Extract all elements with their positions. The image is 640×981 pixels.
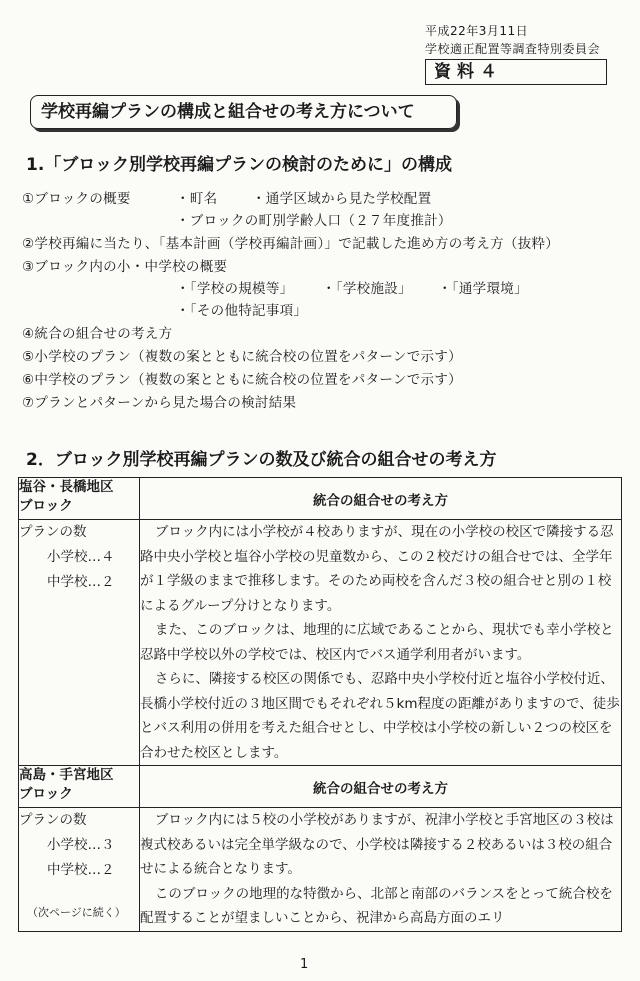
section2-heading: 2．ブロック別学校再編プランの数及び統合の組合せの考え方 [26, 450, 497, 470]
continued-note: （次ページに続く） [27, 905, 126, 919]
item-elementary-plan: ⑤小学校のプラン（複数の案とともに統合校の位置をパターンで示す） [22, 349, 462, 365]
block-name-cell [19, 478, 140, 520]
material-label: 資料４ [425, 59, 607, 85]
block-name: 塩谷・長橋地区 [19, 479, 114, 495]
elementary-count: 小学校…３ [47, 837, 115, 853]
document-date: 平成22年3月11日 [425, 24, 529, 38]
block-name-cell [19, 766, 140, 808]
item-school-scale: ・「学校の規模等」 [176, 281, 294, 297]
item-commute: ・「通学環境」 [438, 281, 528, 297]
item-restructuring-approach: ②学校再編に当たり、「基本計画（学校再編計画）」で記載した進め方の考え方（抜粋） [22, 236, 560, 252]
paragraph: ブロック内には５校の小学校がありますが、祝津小学校と手宮地区の３校は複式校あるいは完全単学級なので、小学校は隣接する２校あるいは３校の組合せによる統合となります。 [140, 812, 614, 877]
paragraph: このブロックの地理的な特徴から、北部と南部のバランスをとって統合校を配置することが望ましいことから、祝津から高島方面のエリ [140, 885, 613, 926]
item-block-overview: ①ブロックの概要 [22, 191, 131, 207]
page-number: 1 [300, 957, 309, 972]
item-school-facility: ・「学校施設」 [322, 281, 412, 297]
junior-count: 中学校…２ [47, 862, 115, 878]
item-school-layout: ・通学区域から見た学校配置 [252, 191, 432, 207]
item-town-name: ・町名 [176, 191, 218, 207]
junior-count: 中学校…２ [47, 574, 115, 590]
merge-description [140, 520, 622, 766]
table-row [19, 766, 622, 808]
plan-count-cell [19, 520, 140, 766]
elementary-count: 小学校…４ [47, 549, 115, 565]
paragraph: また、このブロックは、地理的に広域であることから、現状でも幸小学校と忍路中学校以外の学校では、校区内でバス通学利用者がいます。 [140, 622, 614, 663]
plan-count-label: プランの数 [19, 524, 87, 540]
block-name: 高島・手宮地区 [19, 767, 114, 783]
block-suffix: ブロック [19, 498, 73, 514]
table-row [19, 520, 622, 766]
section1-heading: 1.「ブロック別学校再編プランの検討のために」の構成 [26, 155, 452, 175]
item-population: ・ブロックの町別学齢人口（２７年度推計） [176, 213, 452, 229]
item-junior-plan: ⑥中学校のプラン（複数の案とともに統合校の位置をパターンで示す） [22, 372, 462, 388]
item-other-notes: ・「その他特記事項」 [176, 303, 308, 319]
table-row [19, 808, 622, 932]
item-review-result: ⑦プランとパターンから見た場合の検討結果 [22, 395, 297, 411]
document-title: 学校再編プランの構成と組合せの考え方について [30, 95, 457, 129]
block-suffix: ブロック [19, 786, 73, 802]
plan-table [18, 477, 622, 932]
item-merge-approach: ④統合の組合せの考え方 [22, 326, 173, 342]
column-header: 統合の組合せの考え方 [140, 478, 622, 520]
column-header: 統合の組合せの考え方 [140, 766, 622, 808]
item-school-summary: ③ブロック内の小・中学校の概要 [22, 259, 228, 275]
committee-name: 学校適正配置等調査特別委員会 [425, 42, 601, 56]
plan-count-label: プランの数 [19, 812, 87, 828]
merge-description [140, 808, 622, 932]
plan-count-cell [19, 808, 140, 932]
table-row [19, 478, 622, 520]
paragraph: さらに、隣接する校区の関係でも、忍路中央小学校付近と塩谷小学校付近、長橋小学校付近の３地区間でもそれぞれ５km程度の距離がありますので、徒歩とバス利用の併用を考えた組合せとし、中学校は小学校の新しい２つの校区を合わせた校区とします。 [140, 671, 620, 761]
paragraph: ブロック内には小学校が４校ありますが、現在の小学校の校区で隣接する忍路中央小学校と塩谷小学校の児童数から、この２校だけの組合せでは、全学年が１学級のままで推移します。そのため両校を含んだ３校の組合せと別の１校によるグループ分けとなります。 [140, 524, 614, 614]
